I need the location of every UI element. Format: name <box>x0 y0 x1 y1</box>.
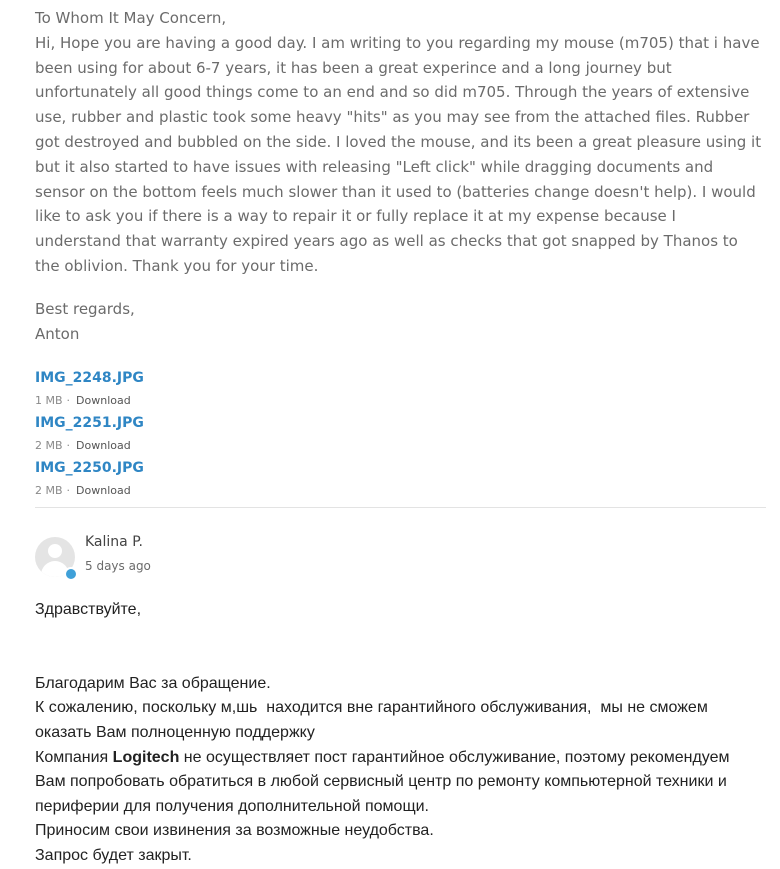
customer-message <box>35 6 765 502</box>
attachment-item <box>35 367 765 408</box>
reply-closing: Запрос будет закрыт. <box>35 846 192 864</box>
attachment-link[interactable]: IMG_2248.JPG <box>35 370 144 387</box>
attachment-item <box>35 457 765 498</box>
reply-author: Kalina P. <box>85 534 143 550</box>
reply-apology: Приносим свои извинения за возможные неудобства. <box>35 822 434 840</box>
message-closing: Best regards, <box>35 299 135 318</box>
meta-separator: · <box>66 394 71 408</box>
company-prefix: Компания <box>35 748 113 766</box>
agent-badge-icon <box>64 567 78 581</box>
message-divider <box>35 507 766 508</box>
reply-line <box>35 746 765 771</box>
message-greeting: To Whom It May Concern, <box>35 9 227 27</box>
reply-line: К сожалению, поскольку м,шь находится вне гарантийного обслуживания, мы не сможем <box>35 699 708 717</box>
reply-greeting: Здравствуйте, <box>35 601 142 618</box>
message-body: Hi, Hope you are having a good day. I am writing to you regarding my mouse (m705) that i have been using for about 6-7 years, it has been a great experince and a long journey but unfortunately all good things come to an end and so did m705. Through the years of extensive use, rubber and plastic took some heavy "hits" as you may see from the attached files. Rubber got destroyed and bubbled on the side. I loved the mouse, and its been a great pleasure using it but it also started to have issues with releasing "Left click" while dragging documents and sensor on the bottom feels much slower than it used to (batteries change doesn't help). I would like to ask you if there is a way to repair it or fully replace it at my expense because I understand that warranty expired years ago as well as checks that got snapped by Thanos to the oblivion. Thank you for your time. <box>35 33 762 275</box>
attachment-size: 2 MB <box>35 484 63 498</box>
message-signature: Anton <box>35 324 80 343</box>
meta-separator: · <box>66 484 71 498</box>
attachment-size: 1 MB <box>35 394 63 408</box>
attachment-item <box>35 412 765 453</box>
company-brand: Logitech <box>112 748 180 766</box>
attachment-list <box>35 367 765 498</box>
reply-line: оказать Вам полноценную поддержку <box>35 723 315 741</box>
reply-timestamp: 5 days ago <box>85 559 151 573</box>
download-link[interactable]: Download <box>76 439 131 453</box>
attachment-link[interactable]: IMG_2250.JPG <box>35 460 144 477</box>
company-suffix: не осуществляет пост гарантийное обслуживание, поэтому рекомендуем <box>179 748 730 766</box>
meta-separator: · <box>66 439 71 453</box>
reply-thanks: Благодарим Вас за обращение. <box>35 674 271 692</box>
reply-body <box>35 598 765 869</box>
attachment-size: 2 MB <box>35 439 63 453</box>
attachment-link[interactable]: IMG_2251.JPG <box>35 415 144 432</box>
download-link[interactable]: Download <box>76 484 131 498</box>
reply-line: периферии для получения дополнительной помощи. <box>35 797 429 815</box>
download-link[interactable]: Download <box>76 394 131 408</box>
reply-line: Вам попробовать обратиться в любой сервисный центр по ремонту компьютерной техники и <box>35 773 727 791</box>
